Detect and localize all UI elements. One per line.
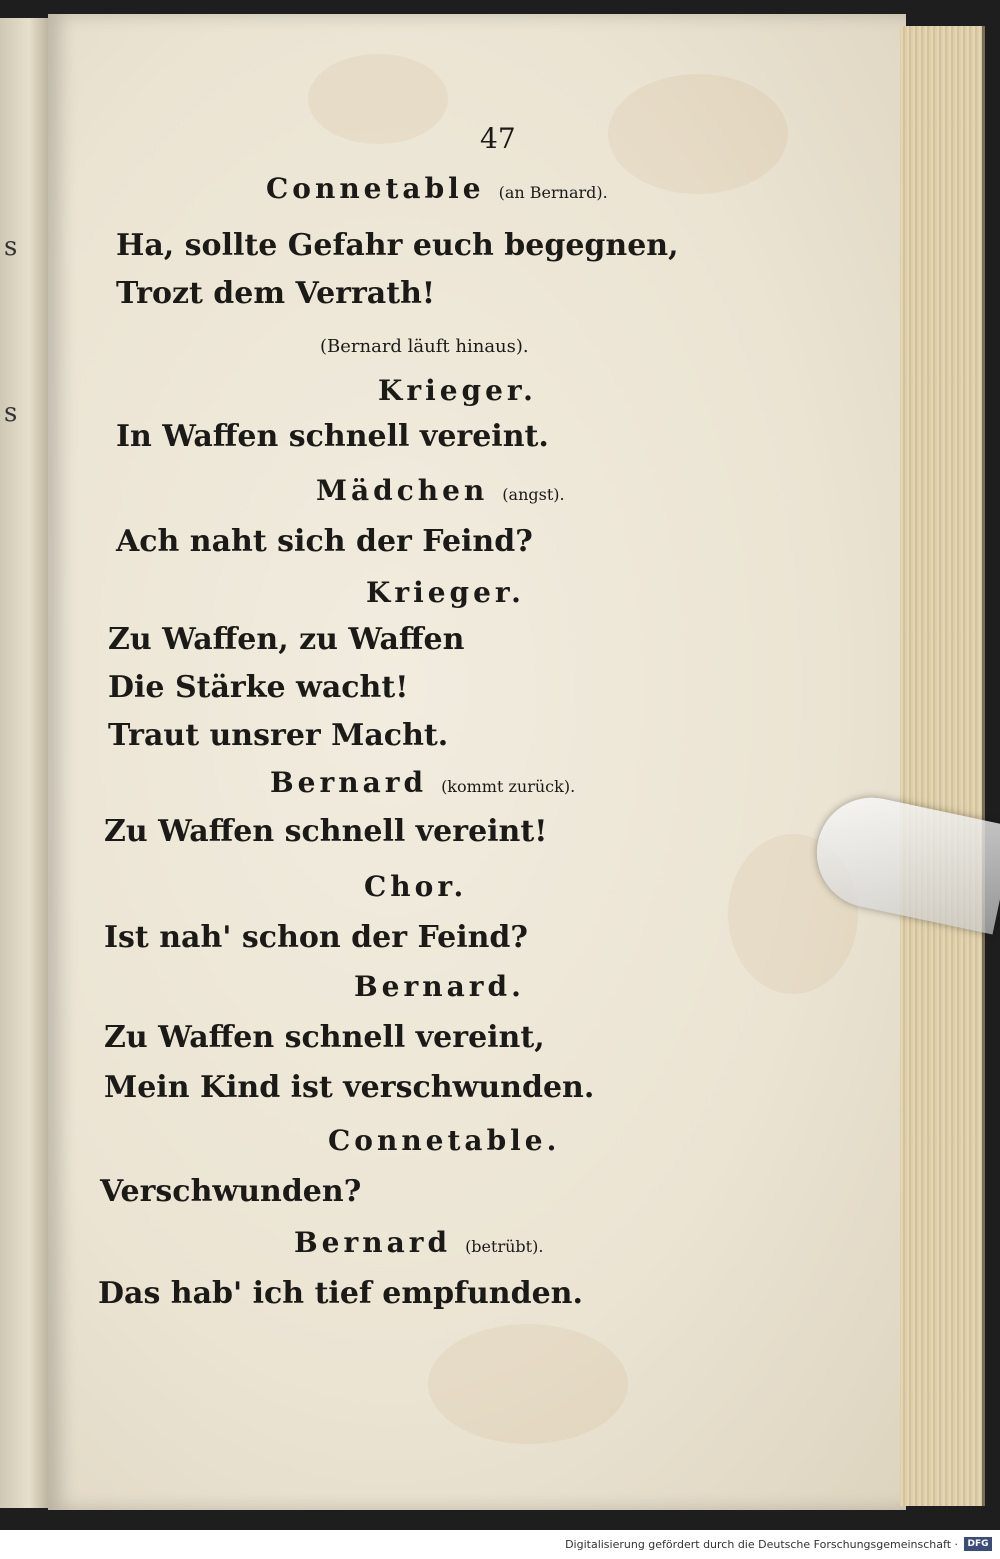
stage-direction: (kommt zurück). [441, 777, 576, 796]
speaker-name: Connetable. [328, 1124, 561, 1157]
verse-line: Ach naht sich der Feind? [116, 524, 533, 559]
foxing-stain [428, 1324, 628, 1444]
verse-line: Ha, sollte Gefahr euch begegnen, [116, 228, 679, 263]
speaker-name: Mädchen [316, 474, 489, 507]
page-block-edge [900, 26, 985, 1506]
funding-credit: Digitalisierung gefördert durch die Deutsche Forschungsgemeinschaft · [565, 1538, 958, 1551]
speaker-name: Krieger. [378, 374, 537, 407]
verse-line: Zu Waffen schnell vereint, [104, 1020, 545, 1055]
speaker-name: Chor. [364, 870, 468, 903]
speaker-heading [270, 766, 575, 799]
speaker-heading [364, 870, 467, 903]
verse-line: Mein Kind ist verschwunden. [104, 1070, 595, 1105]
speaker-heading [266, 172, 608, 205]
verse-line: Zu Waffen, zu Waffen [108, 622, 465, 657]
speaker-heading [354, 970, 525, 1003]
verse-line: Ist nah' schon der Feind? [104, 920, 528, 955]
digitization-footer [0, 1530, 1000, 1559]
speaker-name: Krieger. [366, 576, 525, 609]
verse-line: In Waffen schnell vereint. [116, 419, 549, 454]
speaker-name: Bernard. [354, 970, 525, 1003]
stage-direction: (Bernard läuft hinaus). [320, 336, 529, 357]
verse-line: Zu Waffen schnell vereint! [104, 814, 548, 849]
speaker-name: Bernard [270, 766, 428, 799]
speaker-heading [328, 1124, 560, 1157]
verse-line: Das hab' ich tief empfunden. [98, 1276, 583, 1311]
speaker-heading [294, 1226, 543, 1259]
stage-direction: (betrübt). [465, 1237, 544, 1256]
stage-direction: (angst). [502, 485, 565, 504]
verse-line: Die Stärke wacht! [108, 670, 409, 705]
dfg-logo-icon: DFG [964, 1537, 992, 1551]
stage-direction: (an Bernard). [498, 183, 608, 202]
book-page [48, 14, 906, 1510]
verse-line: Traut unsrer Macht. [108, 718, 449, 753]
speaker-heading [378, 374, 537, 407]
verse-line: Trozt dem Verrath! [116, 276, 436, 311]
left-page-fragment: s [4, 232, 18, 262]
verse-line: Verschwunden? [100, 1174, 362, 1209]
speaker-heading [366, 576, 525, 609]
speaker-heading [316, 474, 565, 507]
left-page-edge [0, 18, 50, 1508]
foxing-stain [308, 54, 448, 144]
speaker-name: Bernard [294, 1226, 452, 1259]
speaker-name: Connetable [266, 172, 485, 205]
left-page-fragment: s [4, 398, 18, 428]
foxing-stain [608, 74, 788, 194]
page-number: 47 [480, 122, 516, 155]
